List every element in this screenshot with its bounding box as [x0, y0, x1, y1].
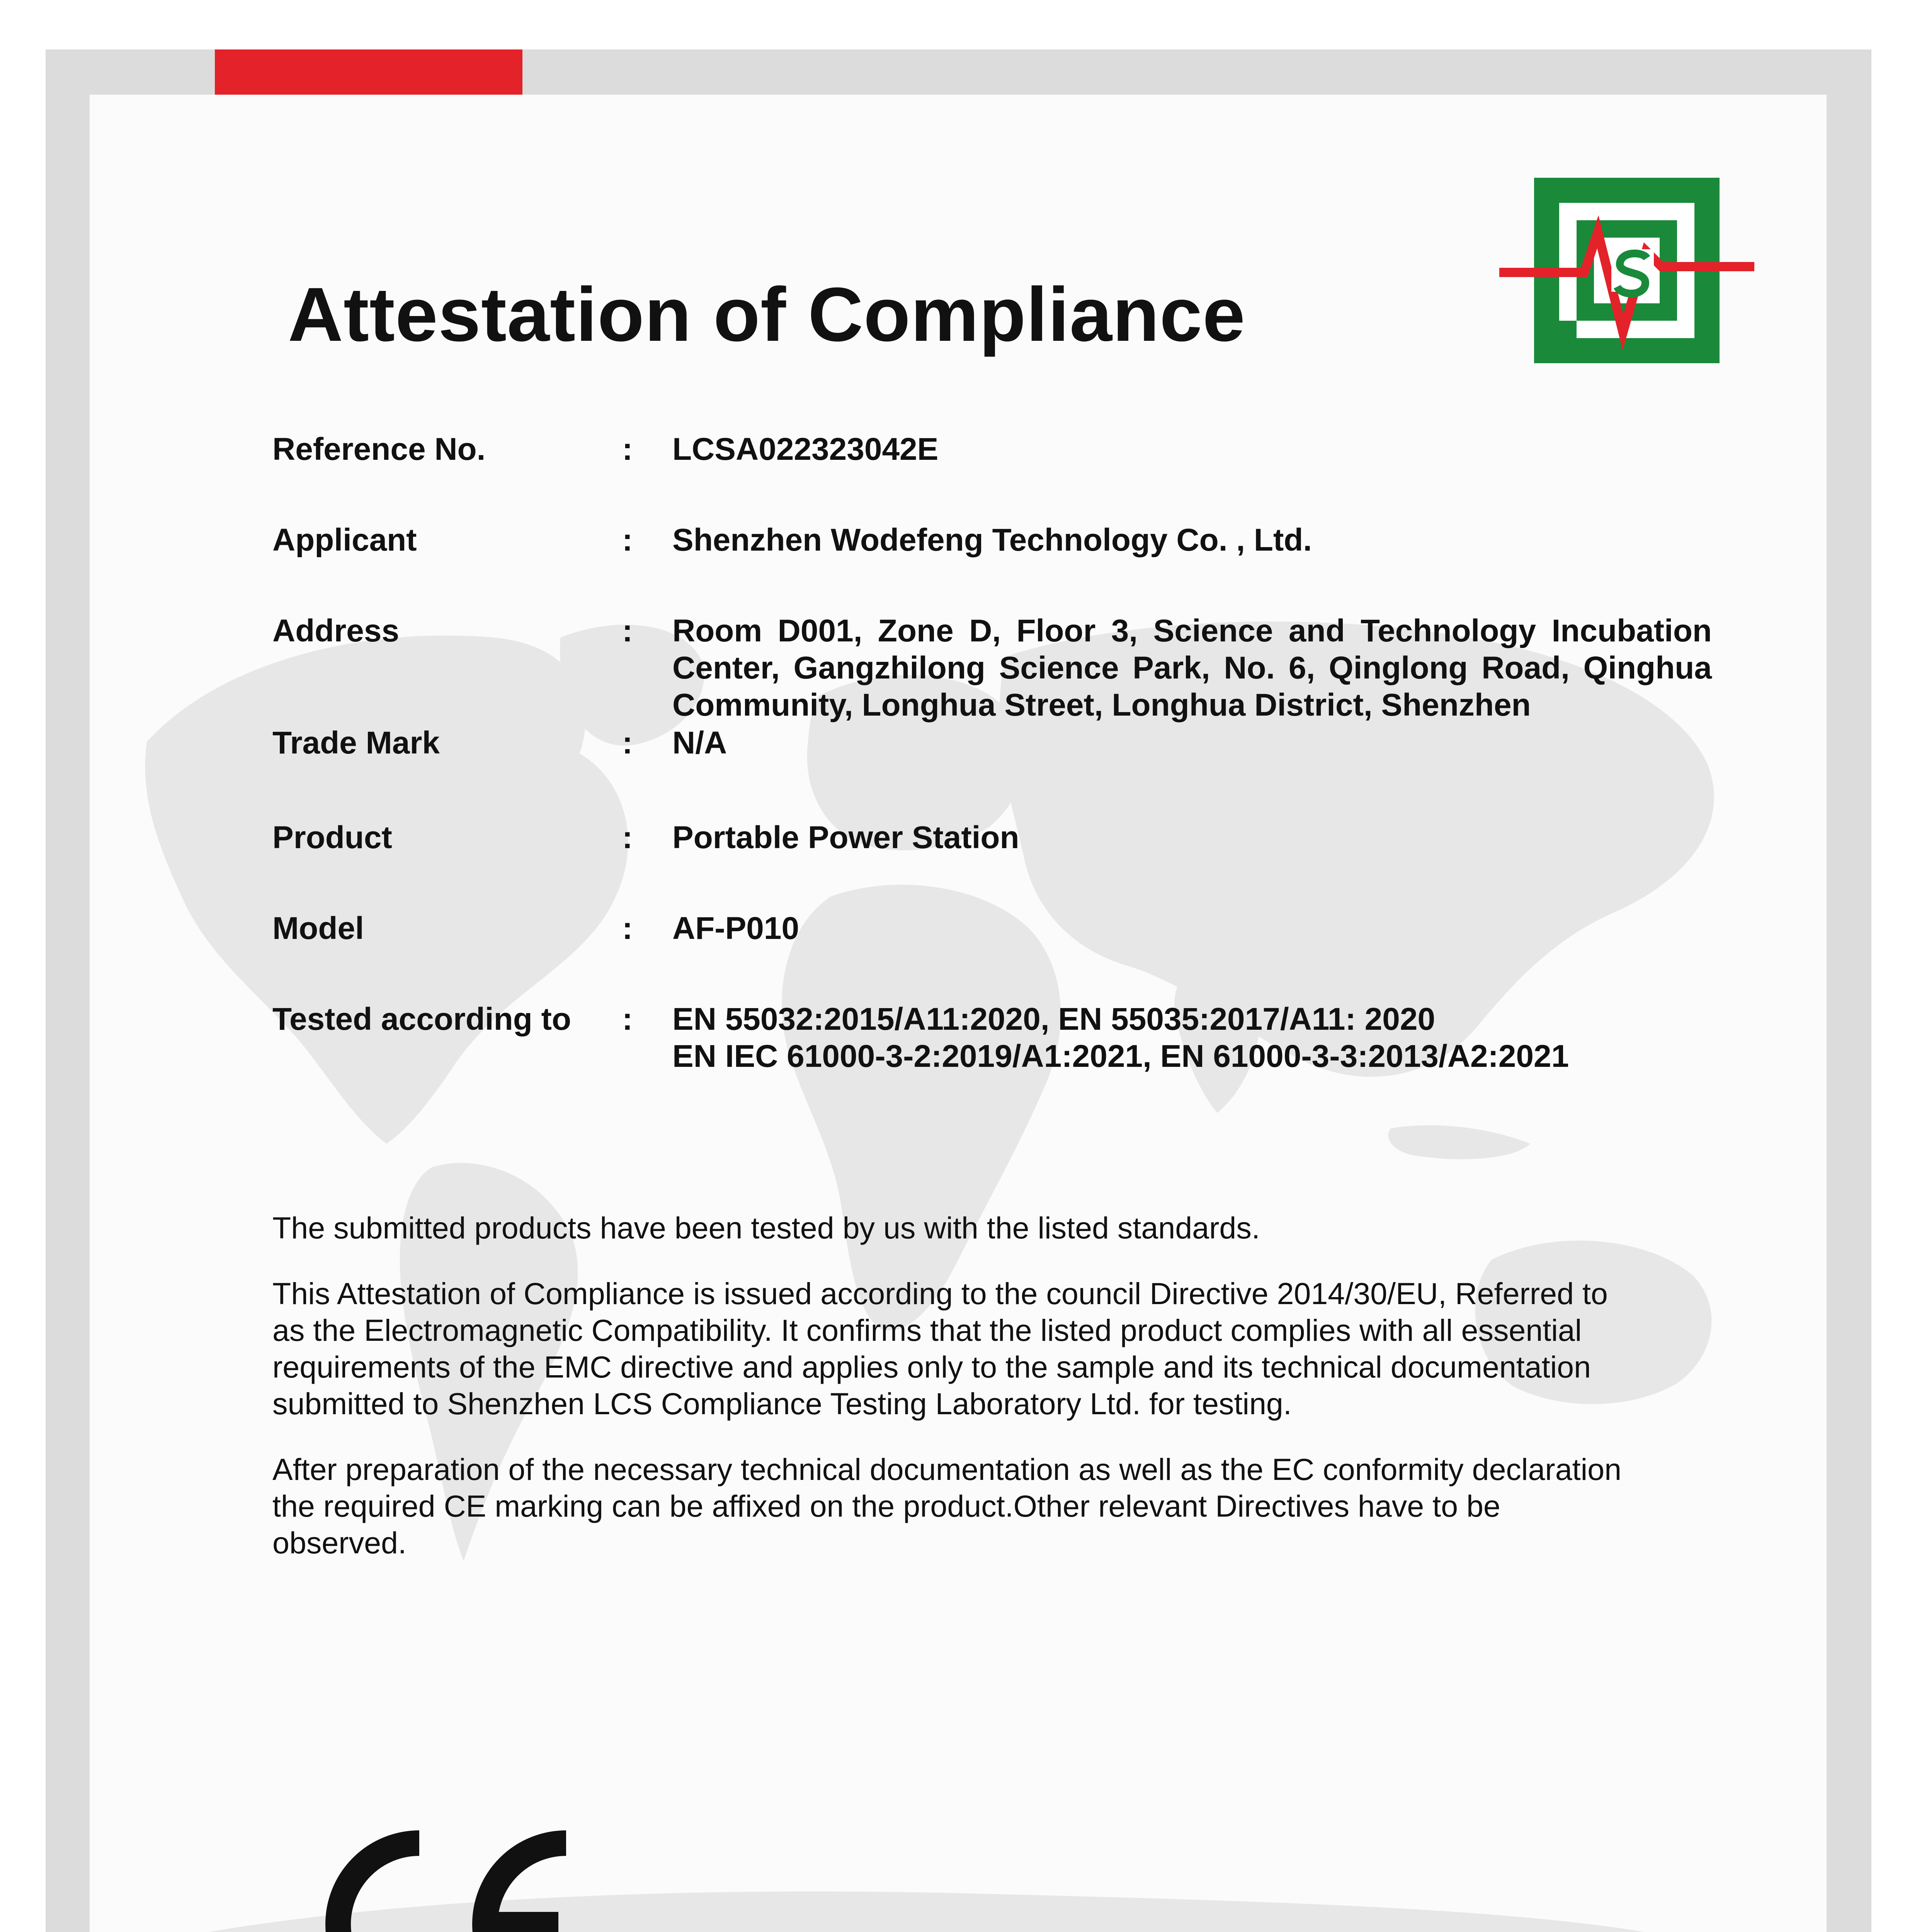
trademark-value: N/A: [672, 725, 727, 760]
map-north-america: [145, 636, 628, 1144]
paragraph-line: This Attestation of Compliance is issued according to the council Directive 2014/30/EU, Referred to: [272, 1276, 1608, 1311]
lcs-logo: [1499, 174, 1754, 367]
applicant-value: Shenzhen Wodefeng Technology Co. , Ltd.: [672, 522, 1312, 558]
reference-value: LCSA022323042E: [672, 432, 939, 467]
ce-mark: [323, 1828, 578, 1932]
tested-value: [672, 1001, 1712, 1075]
trademark-colon: :: [622, 725, 633, 760]
address-value: [672, 612, 1712, 724]
standard-line: EN 55032:2015/A11:2020, EN 55035:2017/A11: 2020: [672, 1002, 1436, 1037]
tested-label: Tested according to: [272, 1002, 572, 1037]
paragraph-directive: [272, 1275, 1710, 1422]
world-map-watermark: [116, 580, 1835, 1932]
model-value: AF-P010: [672, 911, 799, 946]
paragraph-line: submitted to Shenzhen LCS Compliance Testing Laboratory Ltd. for testing.: [272, 1386, 1292, 1421]
model-label: Model: [272, 911, 364, 946]
paragraph-line: The submitted products have been tested by us with the listed standards.: [272, 1211, 1260, 1245]
address-label: Address: [272, 613, 400, 648]
product-value: Portable Power Station: [672, 820, 1019, 855]
model-colon: :: [622, 911, 633, 946]
paragraph-line: the required CE marking can be affixed on the product.Other relevant Directives have to be: [272, 1489, 1500, 1523]
product-label: Product: [272, 820, 392, 855]
product-colon: :: [622, 820, 633, 855]
address-line: Room D001, Zone D, Floor 3, Science and Technology Incubation: [672, 613, 1712, 648]
address-line: Community, Longhua Street, Longhua District, Shenzhen: [672, 687, 1531, 723]
map-indonesia: [1388, 1125, 1531, 1159]
paragraph-line: After preparation of the necessary technical documentation as well as the EC conformity declaration: [272, 1452, 1622, 1486]
reference-colon: :: [622, 432, 633, 467]
paragraph-line: requirements of the EMC directive and applies only to the sample and its technical documentation: [272, 1350, 1591, 1384]
reference-label: Reference No.: [272, 432, 486, 467]
paragraph-tested-statement: [272, 1209, 1710, 1246]
tested-colon: :: [622, 1002, 633, 1037]
address-colon: :: [622, 613, 633, 648]
paragraph-line: as the Electromagnetic Compatibility. It confirms that the listed product complies with all essential: [272, 1313, 1582, 1347]
applicant-colon: :: [622, 522, 633, 558]
paragraph-line: observed.: [272, 1526, 407, 1560]
page-title: Attestation of Compliance: [288, 272, 1246, 357]
applicant-label: Applicant: [272, 522, 417, 558]
trademark-label: Trade Mark: [272, 725, 440, 760]
address-line: Center, Gangzhilong Science Park, No. 6, Qinglong Road, Qinghua: [672, 650, 1712, 685]
standard-line: EN IEC 61000-3-2:2019/A1:2021, EN 61000-3-3:2013/A2:2021: [672, 1039, 1569, 1074]
map-africa: [782, 885, 1061, 1330]
top-red-bar: [215, 49, 522, 95]
paragraph-ce-marking: [272, 1451, 1710, 1561]
